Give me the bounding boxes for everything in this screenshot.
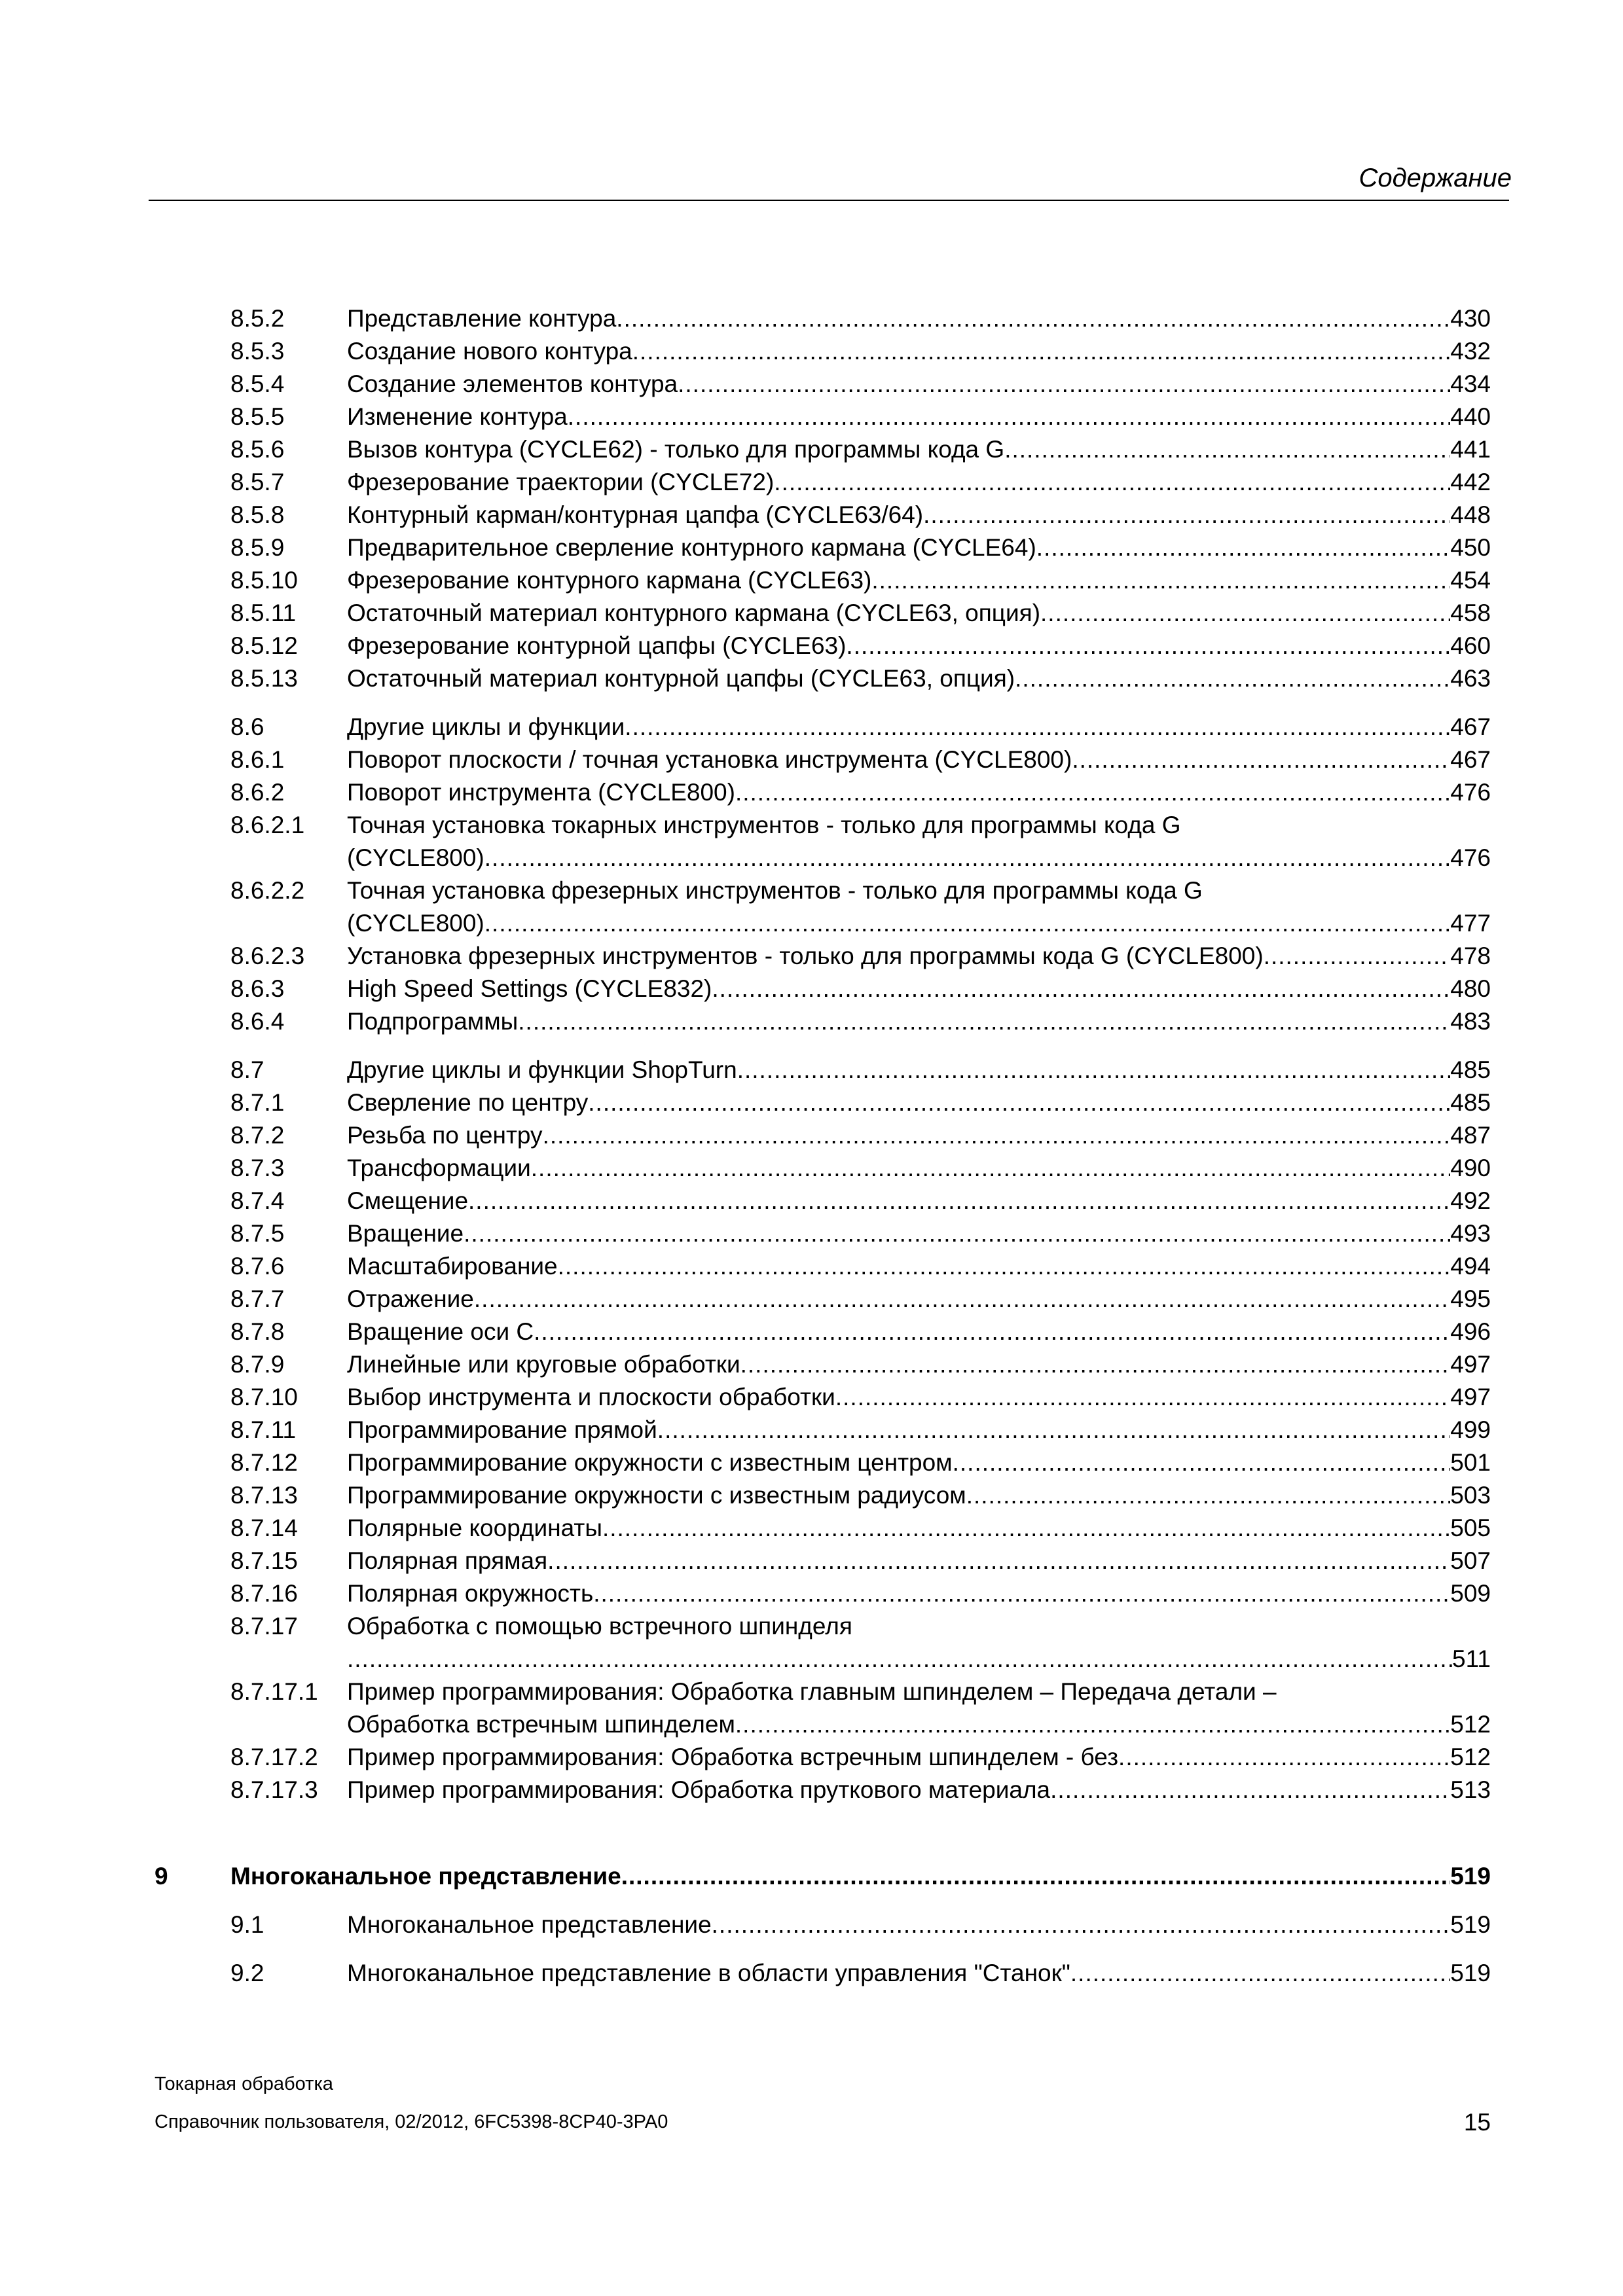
entry-page: 485 (1450, 1056, 1491, 1083)
toc-entry[interactable] (230, 1283, 1491, 1316)
dot-leader (621, 1860, 1451, 1893)
entry-page: 487 (1450, 1122, 1491, 1149)
entry-page: 463 (1450, 665, 1491, 692)
dot-leader (484, 842, 1451, 874)
dot-leader (588, 1086, 1450, 1119)
entry-number: 8.5.6 (230, 436, 285, 463)
toc-entry[interactable] (230, 466, 1491, 499)
dot-leader (871, 564, 1450, 597)
dot-leader (712, 1909, 1451, 1941)
entry-title: Трансформации (347, 1155, 531, 1181)
toc-entry-first-line[interactable] (230, 809, 1491, 842)
entry-title: Программирование прямой (347, 1416, 657, 1443)
entry-page: 494 (1450, 1253, 1491, 1280)
dot-leader (625, 711, 1450, 744)
dot-leader (966, 1479, 1451, 1512)
toc-entry[interactable] (230, 1119, 1491, 1152)
entry-title: Установка фрезерных инструментов - только для программы кода G (CYCLE800) (347, 942, 1264, 969)
toc-entry-first-line[interactable] (230, 874, 1491, 907)
dot-leader (835, 1381, 1450, 1414)
dot-leader (347, 1643, 1452, 1676)
entry-number: 8.7.9 (230, 1351, 285, 1378)
dot-leader (468, 1185, 1450, 1217)
entry-title: Полярная прямая (347, 1547, 548, 1574)
toc-entry[interactable] (230, 776, 1491, 809)
entry-title: Другие циклы и функции (347, 713, 625, 740)
dot-leader (1036, 531, 1450, 564)
entry-page: 448 (1450, 501, 1491, 528)
entry-number: 8.7.15 (230, 1547, 298, 1574)
toc-entry[interactable] (230, 1446, 1491, 1479)
entry-page: 442 (1450, 469, 1491, 495)
entry-number: 8.7.3 (230, 1155, 285, 1181)
dot-leader (632, 335, 1451, 368)
toc-entry[interactable] (230, 1005, 1491, 1038)
entry-title: Остаточный материал контурного кармана (CYCLE63, опция) (347, 600, 1041, 626)
entry-title: Резьба по центру (347, 1122, 543, 1149)
entry-number: 8.7.5 (230, 1220, 285, 1247)
toc-entry[interactable] (230, 302, 1491, 335)
dot-leader (1070, 1957, 1450, 1990)
dot-leader (1118, 1741, 1450, 1774)
toc-entry[interactable] (230, 973, 1491, 1005)
entry-number: 9.1 (230, 1911, 264, 1938)
entry-title: Смещение (347, 1187, 469, 1214)
dot-leader (846, 630, 1450, 662)
entry-page: 467 (1450, 713, 1491, 740)
entry-title: Точная установка токарных инструментов - только для программы кода G (347, 812, 1181, 838)
entry-number: 8.5.10 (230, 567, 298, 594)
entry-page: 499 (1450, 1416, 1491, 1443)
entry-number: 8.5.12 (230, 632, 298, 659)
chapter-page: 519 (1450, 1863, 1491, 1890)
entry-page: 493 (1450, 1220, 1491, 1247)
entry-title: Пример программирования: Обработка встречным шпинделем - без (347, 1744, 1119, 1770)
entry-title: Полярные координаты (347, 1515, 602, 1541)
dot-leader (531, 1152, 1451, 1185)
dot-leader (678, 368, 1450, 401)
entry-number: 8.7.4 (230, 1187, 285, 1214)
footer-document-title: Токарная обработка (155, 2073, 333, 2094)
entry-page: 467 (1450, 746, 1491, 773)
toc-entry[interactable] (230, 1909, 1491, 1941)
entry-title: Создание элементов контура (347, 370, 678, 397)
entry-title: Представление контура (347, 305, 617, 332)
dot-leader (543, 1119, 1451, 1152)
dot-leader (1072, 744, 1450, 776)
toc-entry-continuation[interactable] (230, 1708, 1491, 1741)
dot-leader (735, 776, 1450, 809)
entry-title: Многоканальное представление в области управления "Станок" (347, 1960, 1070, 1986)
entry-number: 8.5.2 (230, 305, 285, 332)
entry-number: 8.7.14 (230, 1515, 298, 1541)
toc-entry[interactable] (230, 1577, 1491, 1610)
toc-entry[interactable] (230, 1348, 1491, 1381)
toc-entry[interactable] (230, 940, 1491, 973)
entry-number: 8.7.2 (230, 1122, 285, 1149)
toc-entry[interactable] (230, 1086, 1491, 1119)
toc-entry[interactable] (230, 744, 1491, 776)
toc-entry[interactable] (230, 1250, 1491, 1283)
entry-title: Вызов контура (CYCLE62) - только для программы кода G (347, 436, 1005, 463)
entry-page: 441 (1450, 436, 1491, 463)
running-header: Содержание (1359, 164, 1512, 192)
entry-title: Поворот инструмента (CYCLE800) (347, 779, 735, 806)
entry-number: 8.6.2.3 (230, 942, 305, 969)
toc-list (230, 302, 1491, 1806)
dot-leader (737, 1054, 1451, 1086)
dot-leader (464, 1217, 1450, 1250)
dot-leader (474, 1283, 1450, 1316)
dot-leader (616, 302, 1450, 335)
dot-leader (1264, 940, 1451, 973)
entry-number: 8.7.10 (230, 1384, 298, 1410)
entry-title: Фрезерование контурного кармана (CYCLE63) (347, 567, 872, 594)
toc-entry[interactable] (230, 401, 1491, 433)
entry-title-continuation: (CYCLE800) (347, 910, 484, 937)
toc-entry[interactable] (230, 711, 1491, 744)
entry-title: Остаточный материал контурной цапфы (CYCLE63, опция) (347, 665, 1015, 692)
entry-number: 8.6.2 (230, 779, 285, 806)
entry-title: Создание нового контура (347, 338, 632, 365)
entry-number: 8.6.3 (230, 975, 285, 1002)
entry-page: 512 (1450, 1744, 1491, 1770)
toc-entry[interactable] (230, 564, 1491, 597)
dot-leader (953, 1446, 1451, 1479)
entry-number: 8.7.8 (230, 1318, 285, 1345)
dot-leader (593, 1577, 1450, 1610)
dot-leader (1004, 433, 1450, 466)
entry-title: Вращение оси C (347, 1318, 534, 1345)
entry-page: 477 (1450, 910, 1491, 937)
entry-title: Точная установка фрезерных инструментов - только для программы кода G (347, 877, 1203, 904)
toc-entry[interactable] (230, 662, 1491, 695)
entry-number: 8.7.17.3 (230, 1776, 318, 1803)
entry-title: Программирование окружности с известным радиусом (347, 1482, 966, 1509)
dot-leader (740, 1348, 1451, 1381)
entry-title: Другие циклы и функции ShopTurn (347, 1056, 737, 1083)
entry-page: 430 (1450, 305, 1491, 332)
entry-title: Вращение (347, 1220, 464, 1247)
entry-title: Пример программирования: Обработка пруткового материала (347, 1776, 1051, 1803)
entry-number: 8.7.11 (230, 1416, 297, 1443)
toc-entry[interactable] (230, 1316, 1491, 1348)
entry-page: 505 (1450, 1515, 1491, 1541)
entry-title: Обработка с помощью встречного шпинделя (347, 1613, 852, 1640)
toc-entry-continuation[interactable] (230, 842, 1491, 874)
entry-title: Подпрограммы (347, 1008, 519, 1035)
dot-leader (657, 1414, 1450, 1446)
entry-page: 501 (1450, 1449, 1491, 1476)
toc-chapter-entry[interactable] (155, 1860, 1491, 1893)
entry-number: 8.5.13 (230, 665, 298, 692)
toc-entry-first-line[interactable] (230, 1610, 1491, 1643)
toc-entry[interactable] (230, 335, 1491, 368)
entry-number: 8.5.8 (230, 501, 285, 528)
dot-leader (558, 1250, 1451, 1283)
entry-page: 476 (1450, 844, 1491, 871)
entry-number: 8.6.4 (230, 1008, 285, 1035)
dot-leader (568, 401, 1451, 433)
toc-entry[interactable] (230, 1774, 1491, 1806)
entry-number: 9.2 (230, 1960, 264, 1986)
entry-number: 8.7.16 (230, 1580, 298, 1607)
entry-page: 490 (1450, 1155, 1491, 1181)
entry-number: 8.5.3 (230, 338, 285, 365)
header-rule (149, 200, 1509, 201)
entry-title: Многоканальное представление (347, 1911, 712, 1938)
entry-number: 8.5.9 (230, 534, 285, 561)
entry-number: 8.7.17.1 (230, 1678, 318, 1705)
entry-number: 8.6 (230, 713, 264, 740)
toc-entry[interactable] (230, 1479, 1491, 1512)
entry-page: 432 (1450, 338, 1491, 365)
entry-number: 8.5.4 (230, 370, 285, 397)
toc-entry[interactable] (230, 597, 1491, 630)
entry-number: 8.7.1 (230, 1089, 285, 1116)
toc-entry[interactable] (230, 1381, 1491, 1414)
entry-title: Фрезерование контурной цапфы (CYCLE63) (347, 632, 847, 659)
toc-entry[interactable] (230, 1545, 1491, 1577)
entry-number: 8.5.5 (230, 403, 285, 430)
page-number: 15 (1463, 2109, 1491, 2136)
entry-page: 503 (1450, 1482, 1491, 1509)
entry-number: 8.7.7 (230, 1285, 285, 1312)
entry-title: Фрезерование траектории (CYCLE72) (347, 469, 775, 495)
entry-title: Линейные или круговые обработки (347, 1351, 740, 1378)
entry-number: 8.7.17.2 (230, 1744, 318, 1770)
entry-page: 496 (1450, 1318, 1491, 1345)
entry-number: 8.6.2.1 (230, 812, 305, 838)
dot-leader (518, 1005, 1450, 1038)
entry-number: 8.6.2.2 (230, 877, 305, 904)
dot-leader (923, 499, 1450, 531)
entry-title-continuation: Обработка встречным шпинделем (347, 1711, 735, 1738)
toc-entry[interactable] (230, 630, 1491, 662)
toc-entry[interactable] (230, 1414, 1491, 1446)
entry-page: 497 (1450, 1351, 1491, 1378)
entry-number: 8.7 (230, 1056, 264, 1083)
toc-entry[interactable] (230, 499, 1491, 531)
entry-page: 458 (1450, 600, 1491, 626)
toc-entry-continuation[interactable] (230, 907, 1491, 940)
dot-leader (1015, 662, 1450, 695)
entry-number: 8.5.7 (230, 469, 285, 495)
entry-title: Изменение контура (347, 403, 568, 430)
dot-leader (547, 1545, 1450, 1577)
dot-leader (1050, 1774, 1450, 1806)
dot-leader (712, 973, 1450, 1005)
dot-leader (774, 466, 1450, 499)
entry-number: 8.5.11 (230, 600, 297, 626)
entry-title: Предварительное сверление контурного кармана (CYCLE64) (347, 534, 1036, 561)
entry-page: 460 (1450, 632, 1491, 659)
toc-entry[interactable] (230, 1054, 1491, 1086)
entry-number: 8.7.12 (230, 1449, 298, 1476)
entry-title: Программирование окружности с известным центром (347, 1449, 953, 1476)
entry-page: 519 (1450, 1960, 1491, 1986)
entry-title: Поворот плоскости / точная установка инструмента (CYCLE800) (347, 746, 1072, 773)
toc-entry[interactable] (230, 1741, 1491, 1774)
footer-document-info: Справочник пользователя, 02/2012, 6FC5398-8CP40-3PA0 (155, 2111, 668, 2132)
entry-title: High Speed Settings (CYCLE832) (347, 975, 712, 1002)
toc-entry-first-line[interactable] (230, 1676, 1491, 1708)
entry-page: 495 (1450, 1285, 1491, 1312)
entry-page: 511 (1452, 1645, 1491, 1672)
entry-number: 8.7.13 (230, 1482, 298, 1509)
toc-entry[interactable] (230, 1185, 1491, 1217)
entry-page: 483 (1450, 1008, 1491, 1035)
entry-title: Выбор инструмента и плоскости обработки (347, 1384, 835, 1410)
toc-entry[interactable] (230, 1957, 1491, 1990)
entry-number: 8.7.6 (230, 1253, 285, 1280)
entry-number: 8.6.1 (230, 746, 285, 773)
toc-entry-continuation[interactable] (230, 1643, 1491, 1676)
entry-page: 485 (1450, 1089, 1491, 1116)
dot-leader (602, 1512, 1450, 1545)
entry-number: 8.7.17 (230, 1613, 298, 1640)
entry-page: 434 (1450, 370, 1491, 397)
entry-page: 509 (1450, 1580, 1491, 1607)
entry-page: 519 (1450, 1911, 1491, 1938)
toc-entry[interactable] (230, 531, 1491, 564)
entry-page: 450 (1450, 534, 1491, 561)
toc-entry[interactable] (230, 368, 1491, 401)
entry-page: 476 (1450, 779, 1491, 806)
entry-page: 440 (1450, 403, 1491, 430)
entry-title: Контурный карман/контурная цапфа (CYCLE63/64) (347, 501, 924, 528)
entry-title: Масштабирование (347, 1253, 558, 1280)
entry-page: 512 (1450, 1711, 1491, 1738)
entry-title: Пример программирования: Обработка главным шпинделем – Передача детали – (347, 1678, 1277, 1705)
chapter-number: 9 (155, 1863, 168, 1890)
dot-leader (534, 1316, 1450, 1348)
entry-page: 513 (1450, 1776, 1491, 1803)
entry-title-continuation: (CYCLE800) (347, 844, 484, 871)
entry-page: 497 (1450, 1384, 1491, 1410)
entry-page: 454 (1450, 567, 1491, 594)
entry-page: 478 (1450, 942, 1491, 969)
entry-page: 492 (1450, 1187, 1491, 1214)
entry-title: Отражение (347, 1285, 474, 1312)
entry-title: Сверление по центру (347, 1089, 589, 1116)
entry-title: Полярная окружность (347, 1580, 594, 1607)
toc-entry[interactable] (230, 1512, 1491, 1545)
entry-page: 480 (1450, 975, 1491, 1002)
dot-leader (1040, 597, 1450, 630)
entry-page: 507 (1450, 1547, 1491, 1574)
toc-entry[interactable] (230, 1152, 1491, 1185)
dot-leader (735, 1708, 1450, 1741)
toc-entry[interactable] (230, 1217, 1491, 1250)
chapter-title: Многоканальное представление (230, 1863, 621, 1890)
toc-entry[interactable] (230, 433, 1491, 466)
dot-leader (484, 907, 1451, 940)
